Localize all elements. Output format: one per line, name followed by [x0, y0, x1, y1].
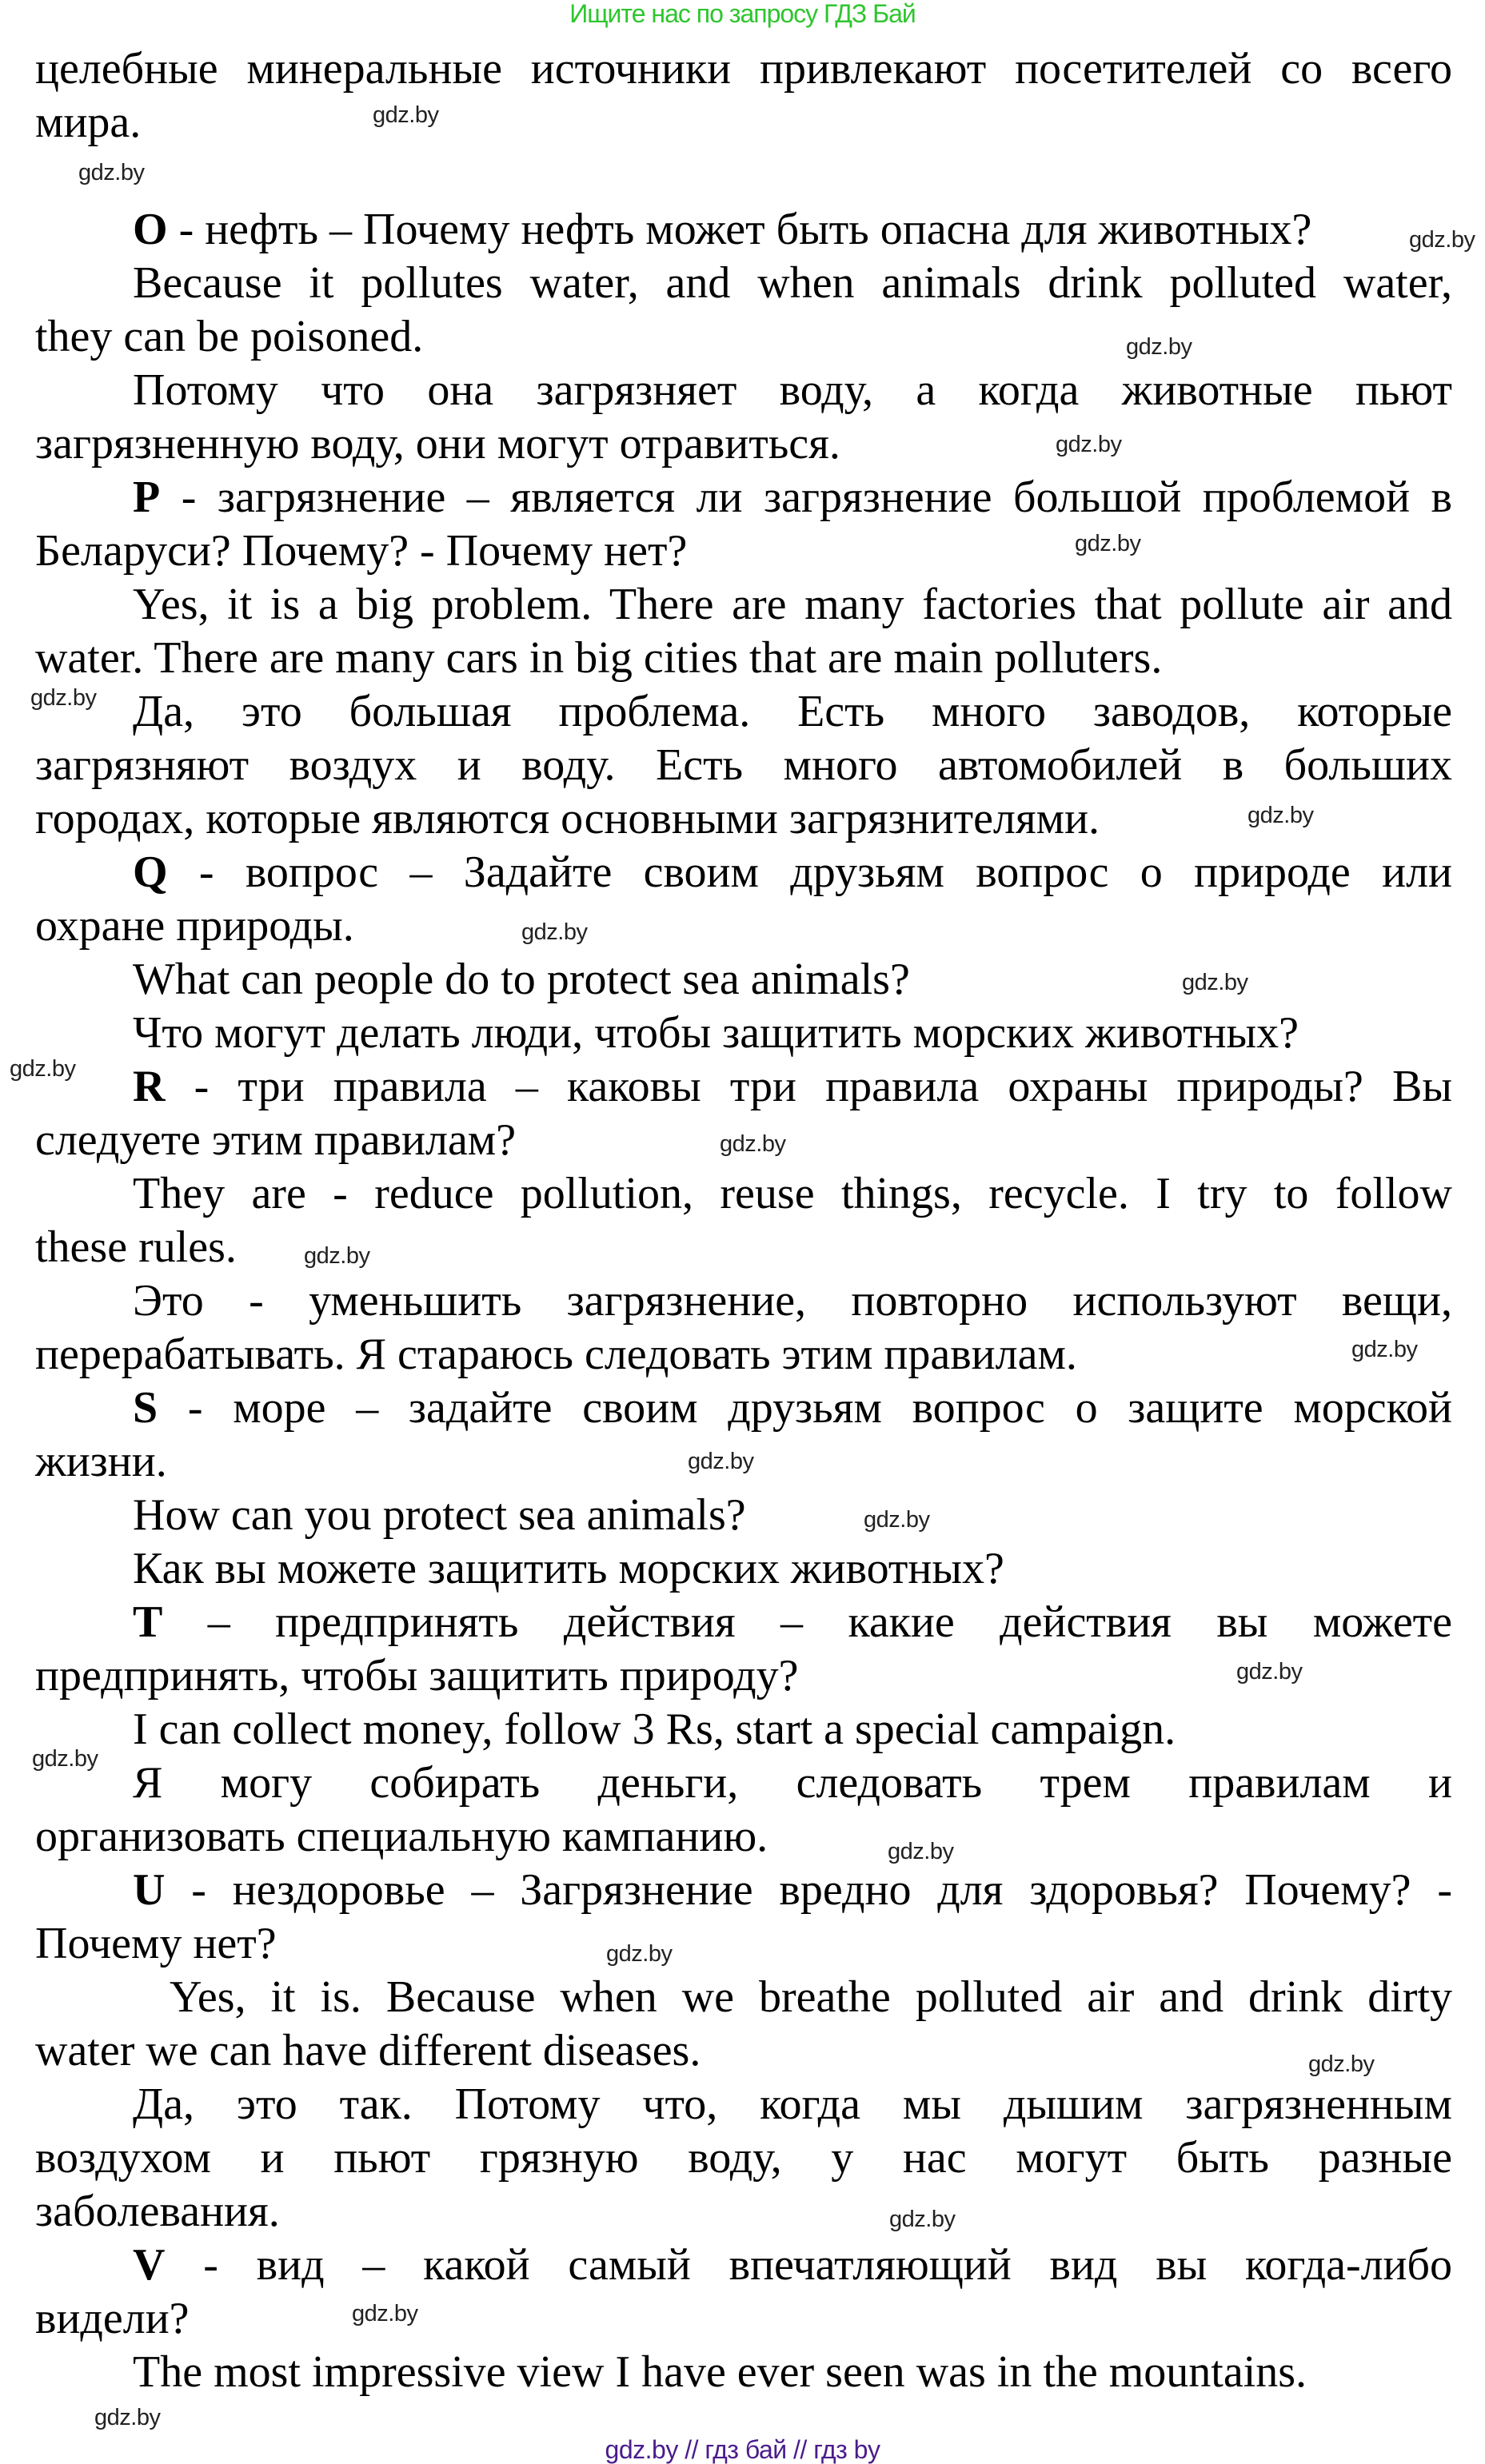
line-text: Беларуси? Почему? - Почему нет? — [35, 526, 688, 576]
line-text: загрязненную воду, они могут отравиться. — [35, 419, 840, 468]
watermark: gdz.by — [889, 2207, 956, 2232]
watermark: gdz.by — [864, 1507, 930, 1533]
paragraph-line — [35, 1221, 1452, 1274]
watermark: gdz.by — [94, 2405, 161, 2430]
paragraph-line — [35, 792, 1452, 846]
paragraph-first-line — [35, 150, 1452, 203]
paragraph-first-line — [35, 364, 1452, 417]
paragraph-first-line — [35, 203, 1452, 257]
paragraph-first-line — [35, 1489, 1452, 1542]
line-text: организовать специальную кампанию. — [35, 1812, 768, 1861]
line-text: видели? — [35, 2294, 190, 2343]
line-text: Да, это так. Потому что, когда мы дышим загрязненным — [133, 2079, 1452, 2129]
line-text: Это - уменьшить загрязнение, повторно используют вещи, — [133, 1276, 1452, 1326]
watermark: gdz.by — [1075, 531, 1141, 556]
line-text: Почему нет? — [35, 1919, 277, 1968]
search-promo-banner[interactable]: Ищите нас по запросу ГДЗ Бай — [569, 0, 916, 28]
watermark: gdz.by — [1182, 970, 1248, 995]
paragraph-first-line — [35, 2078, 1452, 2131]
line-text: - вопрос – Задайте своим друзьям вопрос о природе или — [167, 847, 1452, 897]
paragraph-line — [35, 2131, 1452, 2185]
watermark: gdz.by — [373, 102, 439, 128]
line-text: - нездоровье – Загрязнение вредно для здоровья? Почему? - — [165, 1865, 1452, 1915]
line-text: Да, это большая проблема. Есть много заводов, которые — [133, 687, 1452, 736]
paragraph-first-line — [35, 42, 1452, 96]
line-text: перерабатывать. Я стараюсь следовать этим правилам. — [35, 1330, 1077, 1379]
paragraph-line — [35, 2185, 1452, 2239]
line-text: these rules. — [35, 1222, 237, 1272]
paragraph-line — [35, 899, 1452, 953]
watermark: gdz.by — [1247, 803, 1314, 828]
paragraph-line — [35, 417, 1452, 471]
paragraph-line — [35, 2024, 1452, 2078]
line-text: I can collect money, follow 3 Rs, start a special campaign. — [133, 1704, 1176, 1754]
line-text: - загрязнение – является ли загрязнение большой проблемой в — [160, 472, 1452, 522]
watermark: gdz.by — [304, 1243, 370, 1269]
document-body — [35, 42, 1452, 2399]
watermark: gdz.by — [78, 160, 145, 185]
line-text: - три правила – каковы три правила охраны природы? Вы — [165, 1062, 1452, 1111]
watermark: gdz.by — [688, 1449, 754, 1474]
paragraph-line — [35, 1810, 1452, 1864]
line-text: воздухом и пьют грязную воду, у нас могут быть разные — [35, 2133, 1452, 2183]
paragraph-first-line — [35, 1274, 1452, 1328]
line-text: The most impressive view I have ever seen was in the mountains. — [133, 2347, 1307, 2397]
watermark: gdz.by — [1351, 1337, 1418, 1362]
watermark: gdz.by — [32, 1746, 98, 1772]
section-letter: V — [133, 2240, 166, 2290]
paragraph-line — [35, 1917, 1452, 1971]
line-text: Как вы можете защитить морских животных? — [133, 1544, 1004, 1593]
watermark: gdz.by — [1126, 334, 1192, 360]
paragraph-line — [35, 1328, 1452, 1382]
footer-links[interactable]: gdz.by // гдз бай // гдз by — [605, 2435, 880, 2464]
watermark: gdz.by — [352, 2301, 418, 2326]
paragraph-first-line — [35, 1971, 1452, 2024]
line-text: заболевания. — [35, 2187, 280, 2236]
line-text: загрязняют воздух и воду. Есть много автомобилей в больших — [35, 740, 1452, 790]
paragraph-first-line — [35, 685, 1452, 739]
paragraph-first-line — [35, 471, 1452, 524]
watermark: gdz.by — [1236, 1659, 1303, 1685]
line-text: Yes, it is. Because when we breathe polluted air and drink dirty — [170, 1972, 1452, 2022]
line-text: предпринять, чтобы защитить природу? — [35, 1651, 799, 1700]
watermark: gdz.by — [1409, 227, 1475, 253]
paragraph-line — [35, 2292, 1452, 2346]
line-text: water we can have different diseases. — [35, 2026, 701, 2075]
section-letter: S — [133, 1383, 158, 1433]
paragraph-first-line — [35, 1703, 1452, 1756]
line-text: Because it pollutes water, and when animals drink polluted water, — [133, 258, 1452, 308]
paragraph-first-line — [35, 846, 1452, 899]
paragraph-line — [35, 96, 1452, 150]
watermark: gdz.by — [720, 1131, 786, 1157]
line-text: What can people do to protect sea animals? — [133, 955, 910, 1004]
paragraph-first-line — [35, 578, 1452, 632]
paragraph-first-line — [35, 1596, 1452, 1649]
paragraph-first-line — [35, 2346, 1452, 2399]
line-text: жизни. — [35, 1437, 167, 1486]
line-text: Yes, it is a big problem. There are many factories that pollute air and — [133, 580, 1452, 629]
watermark: gdz.by — [30, 685, 97, 711]
watermark: gdz.by — [1308, 2051, 1375, 2077]
watermark: gdz.by — [1056, 432, 1122, 457]
paragraph-line — [35, 632, 1452, 685]
paragraph-first-line — [35, 1060, 1452, 1114]
line-text: - вид – какой самый впечатляющий вид вы когда-либо — [165, 2240, 1452, 2290]
paragraph-first-line — [35, 1167, 1452, 1221]
section-letter: U — [133, 1865, 166, 1915]
section-letter: O — [133, 205, 168, 254]
paragraph-line — [35, 739, 1452, 792]
section-letter: Q — [133, 847, 168, 897]
paragraph-first-line — [35, 1007, 1452, 1060]
paragraph-first-line — [35, 1864, 1452, 1917]
line-text: water. There are many cars in big cities that are main polluters. — [35, 633, 1163, 683]
line-text: следуете этим правилам? — [35, 1115, 517, 1165]
paragraph-first-line — [35, 2239, 1452, 2292]
line-text: How can you protect sea animals? — [133, 1490, 746, 1540]
watermark: gdz.by — [521, 919, 588, 945]
section-letter: P — [133, 472, 161, 522]
watermark: gdz.by — [10, 1056, 76, 1082]
paragraph-line — [35, 524, 1452, 578]
line-text: – предпринять действия – какие действия вы можете — [162, 1597, 1452, 1647]
line-text: городах, которые являются основными загрязнителями. — [35, 794, 1100, 843]
paragraph-first-line — [35, 1542, 1452, 1596]
line-text: Я могу собирать деньги, следовать трем правилам и — [133, 1758, 1452, 1808]
watermark: gdz.by — [888, 1839, 954, 1864]
paragraph-first-line — [35, 257, 1452, 310]
line-text: охране природы. — [35, 901, 354, 951]
paragraph-line — [35, 310, 1452, 364]
line-text: мира. — [35, 98, 142, 147]
line-text: they can be poisoned. — [35, 312, 424, 361]
line-text: Что могут делать люди, чтобы защитить морских животных? — [133, 1008, 1299, 1058]
line-text: They are - reduce pollution, reuse things, recycle. I try to follow — [133, 1169, 1452, 1218]
line-text: - нефть – Почему нефть может быть опасна для животных? — [167, 205, 1312, 254]
section-letter: R — [133, 1062, 166, 1111]
paragraph-first-line — [35, 1756, 1452, 1810]
line-text: - море – задайте своим друзьям вопрос о защите морской — [158, 1383, 1452, 1433]
line-text: Потому что она загрязняет воду, а когда животные пьют — [133, 365, 1452, 415]
section-letter: T — [133, 1597, 163, 1647]
line-text: целебные минеральные источники привлекают посетителей со всего — [35, 44, 1452, 94]
watermark: gdz.by — [606, 1941, 673, 1967]
paragraph-first-line — [35, 1382, 1452, 1435]
